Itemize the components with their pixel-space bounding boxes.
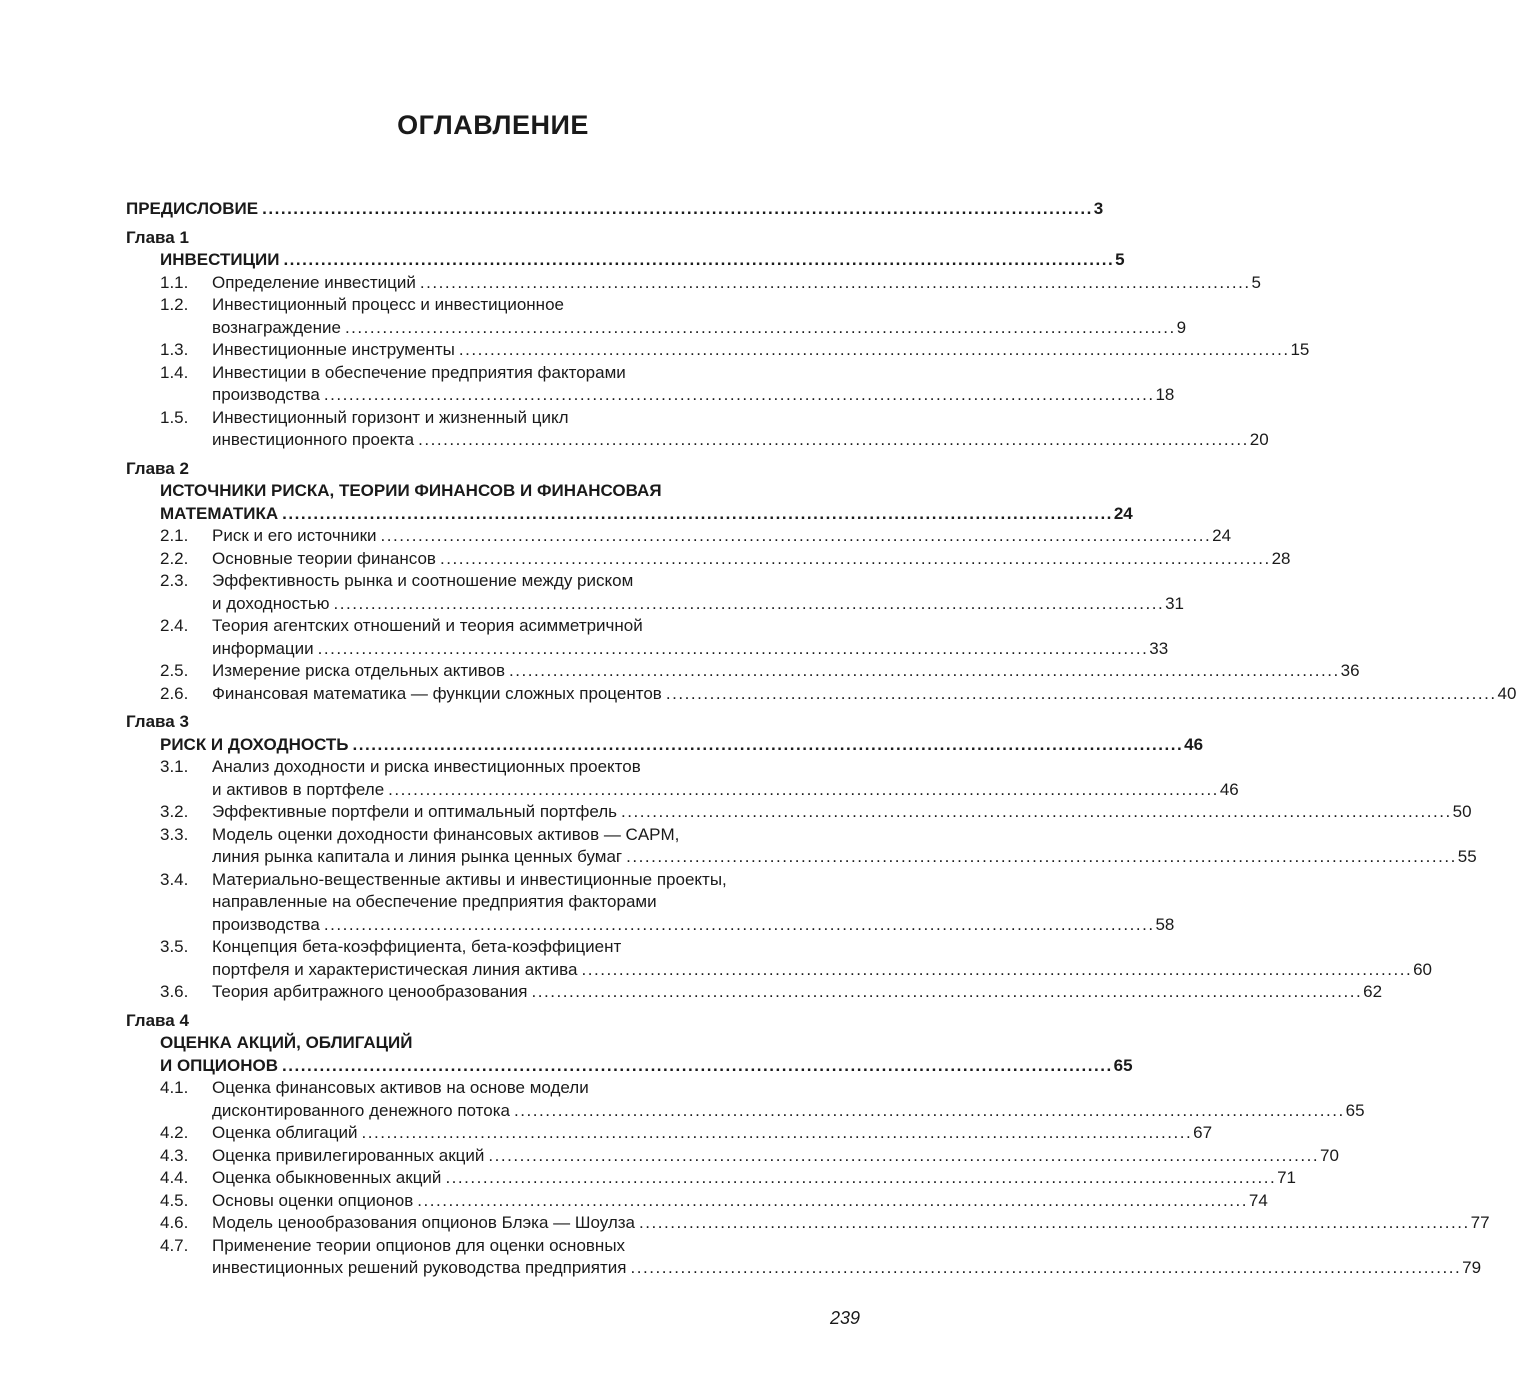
leader-dots: [353, 734, 1181, 757]
leader-dots: [324, 914, 1152, 937]
section-title-page: 28: [1271, 548, 1291, 568]
section-number: 1.5.: [160, 407, 189, 427]
toc-section[interactable]: [126, 936, 1433, 981]
section-title-page: 55: [1457, 847, 1477, 866]
section-number: 3.2.: [160, 802, 189, 821]
section-title-page: 24: [1212, 526, 1232, 545]
toc-section[interactable]: [126, 660, 1360, 683]
section-title-page: 67: [1193, 1123, 1213, 1142]
section-title-text: Оценка обыкновенных акций: [212, 1168, 442, 1187]
leader-dots: [417, 1190, 1245, 1213]
toc-section-row: [126, 660, 1360, 683]
leader-dots: [282, 503, 1110, 526]
toc-section[interactable]: [126, 272, 1262, 295]
leader-dots: [361, 1122, 1189, 1145]
toc-section[interactable]: [126, 615, 1169, 660]
toc-preface[interactable]: [126, 198, 1104, 221]
section-title-page: 79: [1462, 1258, 1482, 1277]
toc-section[interactable]: [126, 981, 1383, 1004]
leader-dots: [488, 1145, 1316, 1168]
toc-section[interactable]: [126, 294, 1187, 339]
leader-dots: [388, 779, 1216, 802]
section-title-page: 77: [1470, 1213, 1490, 1232]
section-title-line: Анализ доходности и риска инвестиционных проектов: [212, 757, 641, 776]
section-title-page: 18: [1155, 385, 1175, 404]
chapter-label: Глава 3: [126, 712, 189, 731]
section-title: [212, 272, 1261, 295]
section-title-page: 70: [1320, 1145, 1339, 1165]
section-title: [126, 384, 1175, 407]
toc-section-row: [126, 1212, 1490, 1235]
section-number: 2.4.: [160, 616, 189, 635]
section-title-line: Теория агентских отношений и теория асимметричной: [212, 616, 643, 635]
toc-section-row: [126, 1190, 1268, 1213]
leader-dots: [581, 959, 1409, 982]
section-number: 4.6.: [160, 1213, 189, 1232]
toc-section-row: [126, 936, 860, 959]
section-title: [126, 846, 1477, 869]
toc-section[interactable]: [126, 362, 1175, 407]
leader-dots: [621, 801, 1449, 824]
chapter-title[interactable]: [126, 249, 1125, 272]
chapter-block: [126, 227, 1310, 452]
toc-section[interactable]: [126, 525, 1232, 548]
page-title: ОГЛАВЛЕНИЕ: [397, 110, 589, 140]
section-title: [212, 1145, 1339, 1168]
section-number: 3.1.: [160, 757, 189, 776]
section-number: 4.4.: [160, 1168, 189, 1187]
chapter-label: Глава 4: [126, 1010, 189, 1030]
section-title-page: 9: [1176, 317, 1187, 337]
chapter-title[interactable]: [126, 1055, 1133, 1078]
section-number: 2.3.: [160, 571, 189, 590]
leader-dots: [445, 1167, 1273, 1190]
toc-section-row: [126, 272, 1262, 295]
chapter-title-line: ИСТОЧНИКИ РИСКА, ТЕОРИИ ФИНАНСОВ И ФИНАНСОВАЯ: [160, 481, 662, 500]
section-number: 4.2.: [160, 1123, 189, 1142]
chapter-list: [126, 227, 1516, 1280]
leader-dots: [324, 384, 1152, 407]
page-number: 239: [829, 1308, 860, 1328]
section-title: [212, 801, 1472, 824]
leader-dots: [283, 249, 1111, 272]
section-title-page: 58: [1155, 914, 1175, 934]
chapter-title-line: ОЦЕНКА АКЦИЙ, ОБЛИГАЦИЙ: [160, 1033, 413, 1052]
chapter-title-page: 46: [1184, 734, 1204, 754]
toc-section-row: [126, 1145, 1339, 1168]
toc-section-row: [126, 801, 1472, 824]
toc-section-row: [126, 407, 860, 430]
section-title-line: Оценка финансовых активов на основе модели: [212, 1078, 589, 1097]
section-title-text: и доходностью: [212, 593, 330, 613]
section-title: [212, 660, 1360, 683]
section-title-line: Инвестиции в обеспечение предприятия факторами: [212, 362, 626, 382]
section-title-line: направленные на обеспечение предприятия факторами: [212, 892, 657, 911]
chapter-title-text: ИНВЕСТИЦИИ: [160, 250, 280, 269]
toc-section[interactable]: [126, 339, 1310, 362]
chapter-block: [126, 458, 1516, 706]
toc-section[interactable]: [126, 1167, 1296, 1190]
leader-dots: [418, 429, 1246, 452]
section-title: [126, 914, 1175, 937]
toc-section[interactable]: [126, 1190, 1268, 1213]
chapter-label: Глава 1: [126, 227, 189, 247]
section-title: [212, 525, 1231, 548]
section-title-line: Применение теории опционов для оценки основных: [212, 1235, 626, 1255]
section-number: 4.1.: [160, 1078, 189, 1097]
section-title-line: Инвестиционный процесс и инвестиционное: [212, 295, 564, 314]
toc-section[interactable]: [126, 683, 1516, 706]
leader-dots: [262, 198, 1090, 221]
toc-preface-page: 3: [1093, 199, 1104, 218]
section-number: 1.2.: [160, 295, 189, 314]
section-title: [212, 1122, 1212, 1145]
chapter-title-page: 65: [1113, 1055, 1133, 1075]
section-title: [212, 1190, 1268, 1213]
section-number: 3.3.: [160, 824, 189, 844]
section-title: [212, 1212, 1490, 1235]
section-title-page: 33: [1149, 638, 1169, 658]
chapter-title-text: РИСК И ДОХОДНОСТЬ: [160, 734, 349, 754]
section-title: [212, 548, 1291, 571]
leader-dots: [626, 846, 1454, 869]
leader-dots: [509, 660, 1337, 683]
section-number: 2.6.: [160, 683, 189, 703]
section-number: 4.3.: [160, 1145, 189, 1165]
section-number: 2.5.: [160, 661, 189, 680]
section-title-line: Инвестиционный горизонт и жизненный цикл: [212, 407, 569, 427]
section-title-page: 74: [1248, 1190, 1268, 1210]
leader-dots: [318, 638, 1146, 661]
toc-section[interactable]: [126, 1122, 1213, 1145]
leader-dots: [381, 525, 1209, 548]
section-title: [126, 593, 1185, 616]
section-number: 2.1.: [160, 526, 189, 545]
section-title-line: Эффективность рынка и соотношение между риском: [212, 571, 634, 590]
section-title: [126, 638, 1169, 661]
toc-section-row: [126, 1077, 860, 1100]
section-title: [126, 1100, 1365, 1123]
section-title: [126, 959, 1433, 982]
section-title-text: Финансовая математика — функции сложных процентов: [212, 683, 662, 703]
section-title: [126, 429, 1269, 452]
toc-section-row: [126, 683, 1516, 706]
section-title-text: дисконтированного денежного потока: [212, 1100, 510, 1120]
section-title-page: 31: [1165, 593, 1185, 613]
toc-section[interactable]: [126, 1212, 1490, 1235]
toc-section-row: [126, 362, 860, 385]
chapter-title-text: И ОПЦИОНОВ: [160, 1055, 279, 1075]
section-number: 4.5.: [160, 1190, 189, 1210]
section-title-text: линия рынка капитала и линия рынка ценных бумаг: [212, 847, 623, 866]
section-title-text: Основы оценки опционов: [212, 1190, 414, 1210]
section-number: 1.3.: [160, 340, 189, 359]
chapter-title[interactable]: [126, 503, 1133, 526]
toc-section[interactable]: [126, 1235, 1482, 1280]
toc-preface-title: ПРЕДИСЛОВИЕ: [126, 199, 259, 218]
leader-dots: [639, 1212, 1467, 1235]
section-title-page: 36: [1340, 661, 1360, 680]
section-title-page: 65: [1345, 1100, 1365, 1120]
toc-section-row: [126, 1235, 860, 1258]
section-number: 3.4.: [160, 869, 189, 889]
section-title: [126, 1257, 1482, 1280]
toc-section-row: [126, 756, 860, 779]
toc-section-row: [126, 869, 860, 892]
section-number: 3.6.: [160, 982, 189, 1001]
section-title-page: 60: [1413, 959, 1433, 979]
section-title-page: 50: [1452, 802, 1472, 821]
chapter-title-page: 5: [1115, 250, 1125, 269]
section-title-line: Модель оценки доходности финансовых активов — CAPM,: [212, 824, 680, 844]
section-title-text: Определение инвестиций: [212, 272, 416, 292]
section-title-page: 5: [1251, 272, 1262, 292]
toc-section[interactable]: [126, 801, 1472, 824]
section-title-text: портфеля и характеристическая линия актива: [212, 959, 578, 979]
section-title: [212, 339, 1309, 362]
leader-dots: [440, 548, 1268, 571]
section-number: 1.1.: [160, 272, 189, 292]
chapter-label: Глава 2: [126, 458, 189, 478]
toc-section-row: [126, 525, 1232, 548]
section-title-page: 15: [1290, 340, 1310, 359]
leader-dots: [666, 683, 1494, 706]
section-number: 2.2.: [160, 548, 189, 568]
section-title-text: Модель ценообразования опционов Блэка — Шоулза: [212, 1213, 636, 1232]
toc-section-row: [126, 824, 860, 847]
leader-dots: [282, 1055, 1110, 1078]
section-title: [126, 317, 1187, 340]
section-number: 4.7.: [160, 1235, 189, 1255]
toc-section-row: [126, 548, 1291, 571]
chapter-block: [126, 1010, 1490, 1280]
section-number: 1.4.: [160, 362, 189, 382]
section-title-text: Оценка облигаций: [212, 1123, 358, 1142]
leader-dots: [630, 1257, 1458, 1280]
toc-section-row: [126, 570, 860, 593]
chapter-title-text: МАТЕМАТИКА: [160, 503, 279, 523]
toc-section[interactable]: [126, 869, 1175, 937]
section-title-text: информации: [212, 638, 314, 658]
toc-section-row: [126, 294, 860, 317]
section-title-text: Инвестиционные инструменты: [212, 340, 455, 359]
chapter-block: [126, 711, 1477, 1004]
toc-section[interactable]: [126, 407, 1269, 452]
section-title-page: 40: [1497, 683, 1516, 703]
leader-dots: [531, 981, 1359, 1004]
toc-section[interactable]: [126, 570, 1185, 615]
section-title: [212, 1167, 1296, 1190]
toc-section-row: [126, 981, 1383, 1004]
section-title-text: производства: [212, 914, 320, 934]
toc-section-row: [126, 1167, 1296, 1190]
toc-section[interactable]: [126, 756, 1239, 801]
toc-section-row: [126, 1122, 1213, 1145]
section-title-text: производства: [212, 385, 320, 404]
section-title-text: Основные теории финансов: [212, 548, 436, 568]
section-title: [212, 981, 1382, 1004]
chapter-title-page: 24: [1113, 503, 1133, 523]
chapter-title[interactable]: [126, 734, 1204, 757]
section-title-text: Эффективные портфели и оптимальный портфель: [212, 802, 618, 821]
section-title-text: Риск и его источники: [212, 526, 377, 545]
section-title-text: инвестиционных решений руководства предприятия: [212, 1258, 627, 1277]
section-title-text: Оценка привилегированных акций: [212, 1145, 485, 1165]
leader-dots: [420, 272, 1248, 295]
table-of-contents: [126, 198, 1516, 1280]
section-title-text: Теория арбитражного ценообразования: [212, 982, 528, 1001]
section-title-text: инвестиционного проекта: [212, 430, 415, 449]
section-number: 3.5.: [160, 937, 189, 956]
section-title-page: 71: [1277, 1168, 1296, 1187]
toc-section[interactable]: [126, 1145, 1339, 1168]
toc-section[interactable]: [126, 548, 1291, 571]
section-title-text: вознаграждение: [212, 317, 341, 337]
leader-dots: [459, 339, 1287, 362]
section-title: [212, 683, 1516, 706]
section-title-page: 20: [1249, 430, 1269, 449]
section-title-line: Концепция бета-коэффициента, бета-коэффициент: [212, 937, 622, 956]
leader-dots: [333, 593, 1161, 616]
toc-section[interactable]: [126, 1077, 1365, 1122]
leader-dots: [514, 1100, 1342, 1123]
section-title: [126, 779, 1239, 802]
toc-section-row: [126, 615, 860, 638]
section-title-page: 62: [1363, 982, 1383, 1001]
section-title-page: 46: [1219, 779, 1239, 799]
toc-section[interactable]: [126, 824, 1477, 869]
toc-section-row: [126, 339, 1310, 362]
leader-dots: [345, 317, 1173, 340]
section-title-text: и активов в портфеле: [212, 779, 385, 799]
section-title-text: Измерение риска отдельных активов: [212, 661, 505, 680]
section-title-line: Материально-вещественные активы и инвестиционные проекты,: [212, 869, 727, 889]
